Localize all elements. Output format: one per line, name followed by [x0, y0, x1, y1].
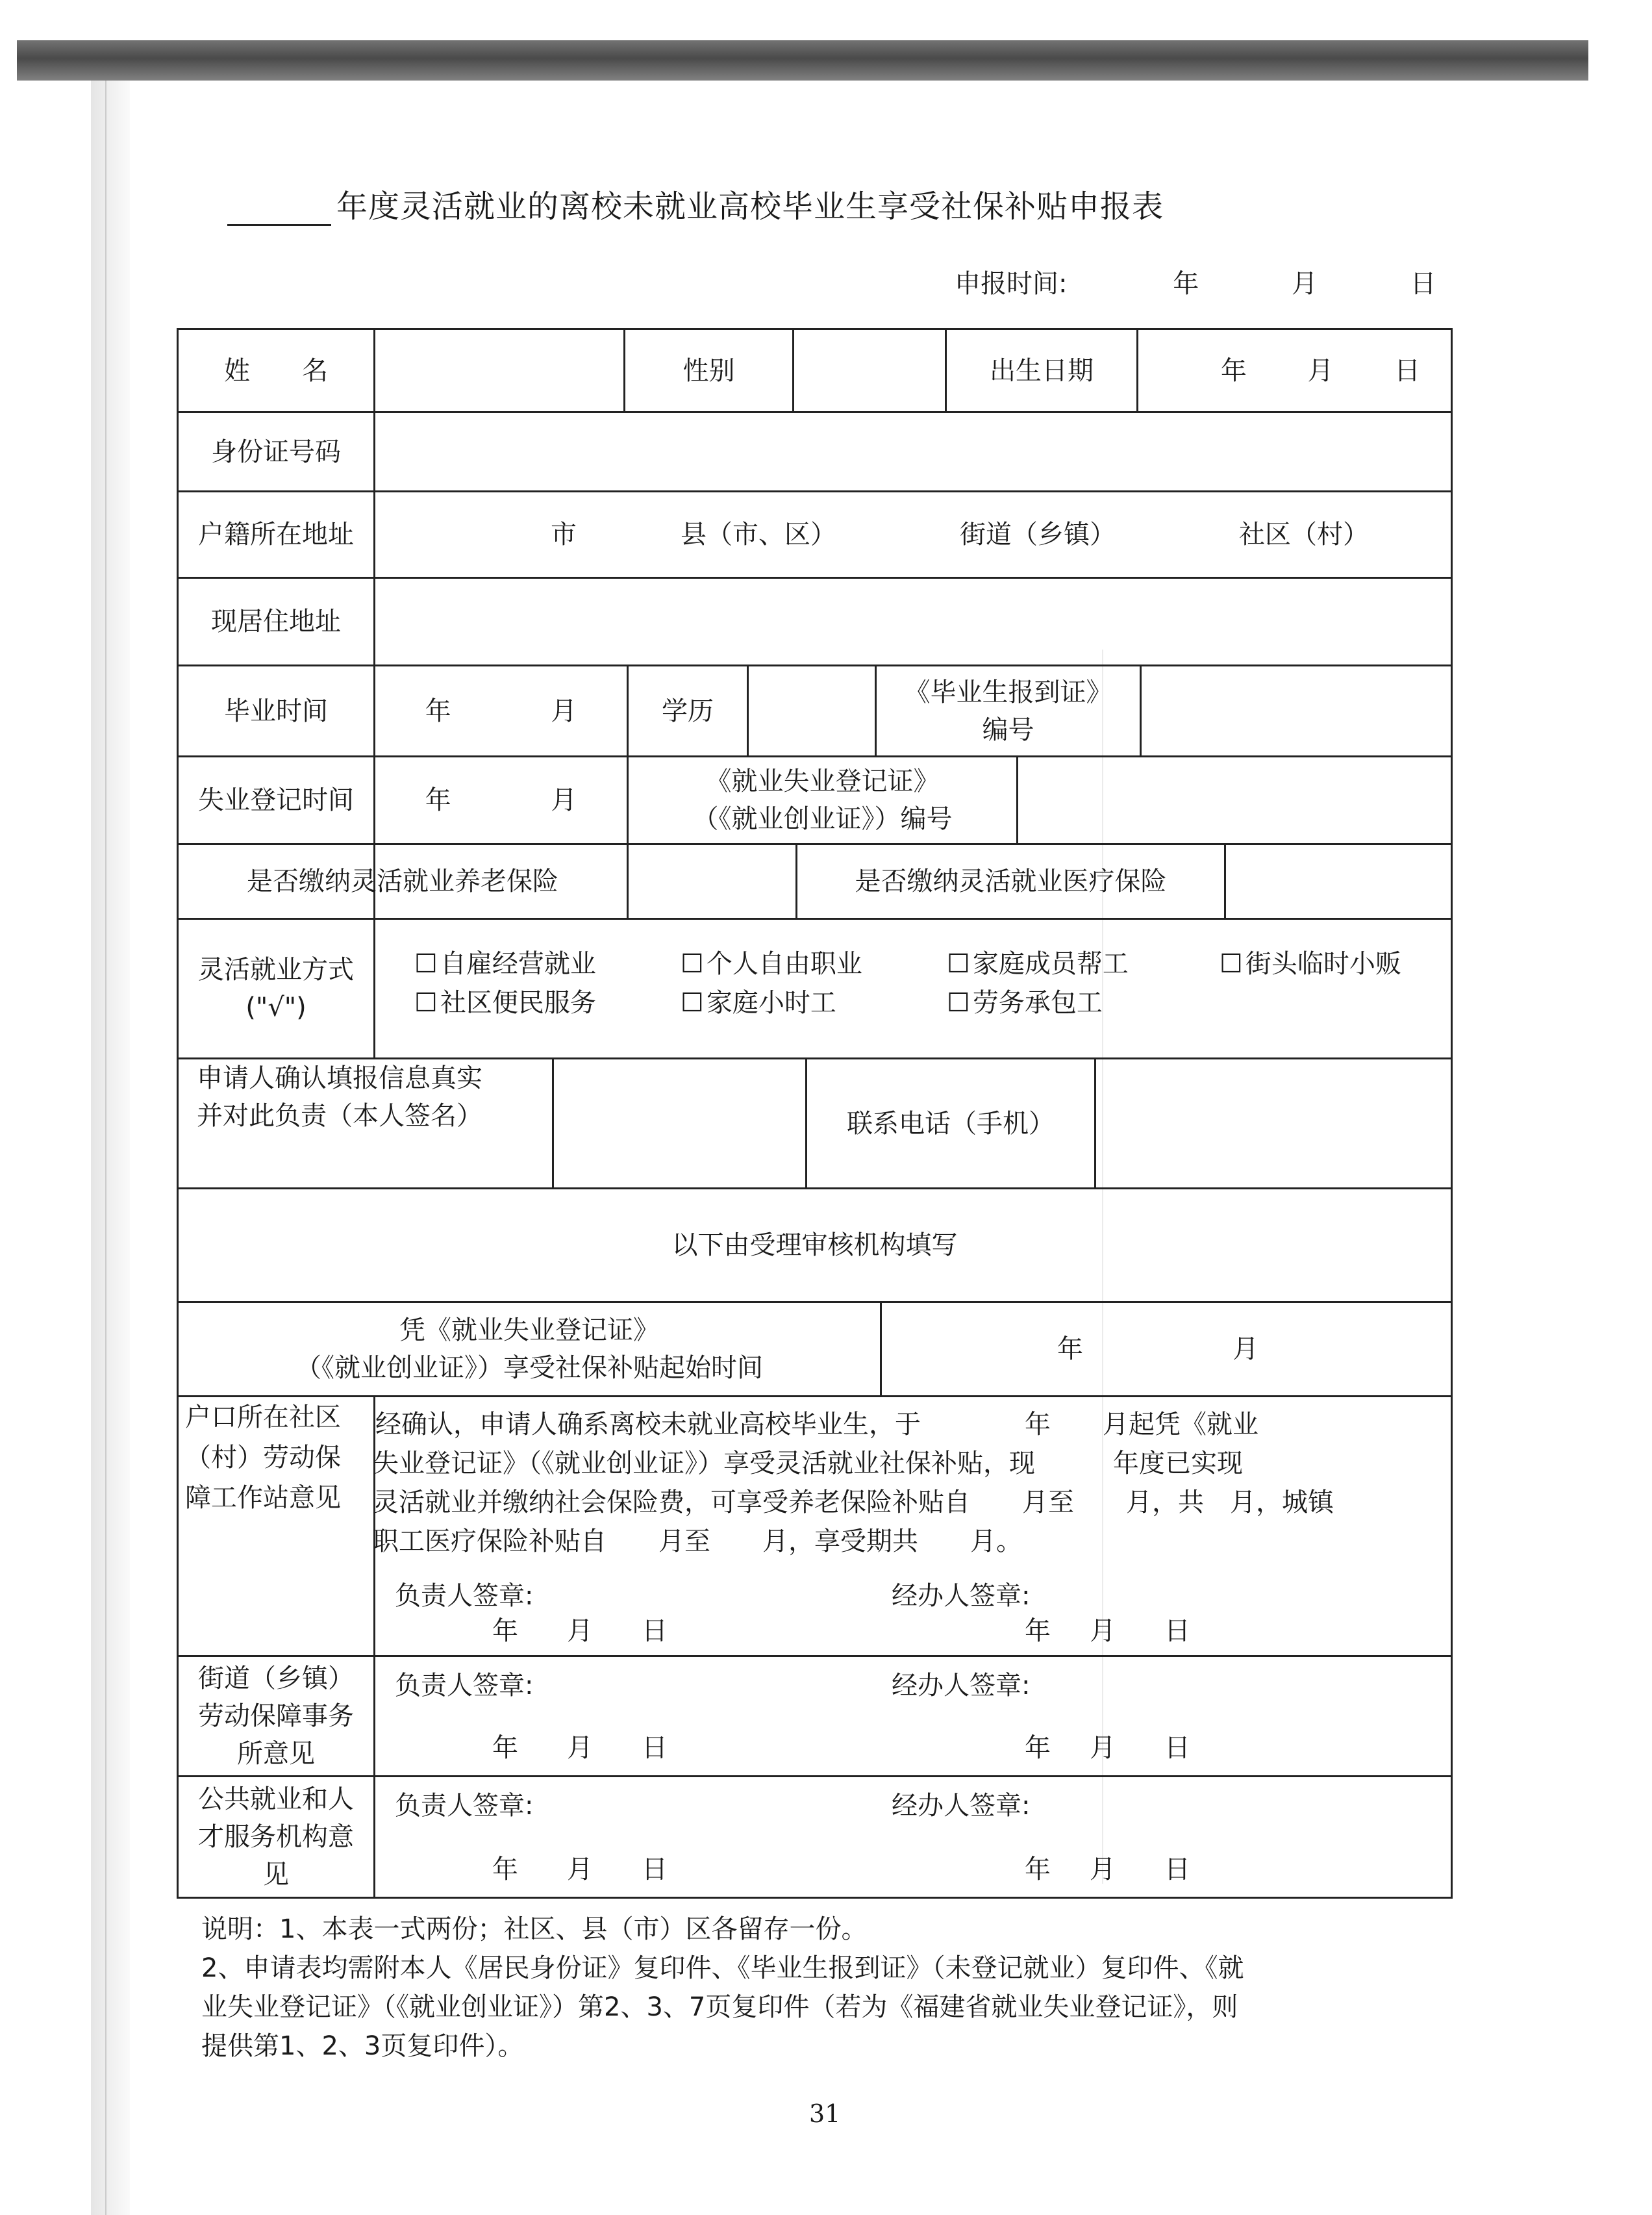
- phone-field[interactable]: [1096, 1059, 1451, 1187]
- hukou-city-label: 市: [551, 520, 577, 550]
- option-label: 街头临时小贩: [1245, 949, 1401, 979]
- subsidy-start-field[interactable]: [882, 1303, 1451, 1395]
- form-notes: [201, 1910, 1455, 2066]
- employment-mode-label: [179, 920, 373, 1057]
- street-opinion-label: [179, 1657, 373, 1775]
- public-label-line1: 公共就业和人: [198, 1784, 354, 1814]
- date-month: 月: [1090, 1616, 1116, 1646]
- date-year: 年: [1025, 1616, 1051, 1646]
- date-month: 月: [567, 1616, 593, 1646]
- date-day: 日: [642, 1616, 668, 1646]
- id-number-field[interactable]: [375, 413, 1451, 490]
- community-text-line4: 职工医疗保险补贴自 月至 月，享受期共 月。: [373, 1526, 1022, 1556]
- start-label-line1: 凭《就业失业登记证》: [399, 1315, 659, 1345]
- birth-date-field[interactable]: [1138, 330, 1451, 411]
- date-day: 日: [642, 1733, 668, 1763]
- community-text-line2: 失业登记证》（《就业创业证》）享受灵活就业社保补贴，现 年度已实现: [373, 1449, 1243, 1478]
- checkbox-icon[interactable]: ☐: [947, 988, 970, 1018]
- option-self-employed[interactable]: [414, 944, 596, 983]
- date-year: 年: [1025, 1854, 1051, 1884]
- report-month-label: 月: [1291, 269, 1318, 299]
- notes-line2: 2、申请表均需附本人《居民身份证》复印件、《毕业生报到证》（未登记就业）复印件、《就: [201, 1953, 1244, 1983]
- confirm-line2: 并对此负责（本人签名）: [197, 1101, 482, 1131]
- report-cert-line1: 《毕业生报到证》: [904, 677, 1112, 707]
- report-cert-label: [877, 666, 1140, 755]
- medical-insurance-field[interactable]: [1226, 845, 1451, 918]
- public-label-line2: 才服务机构意: [198, 1822, 354, 1852]
- option-label: 自雇经营就业: [440, 949, 596, 979]
- hukou-street-label: 街道（乡镇）: [960, 520, 1116, 550]
- name-field[interactable]: [375, 330, 623, 411]
- street-responsible-sign[interactable]: 负责人签章:: [395, 1671, 534, 1701]
- community-responsible-sign[interactable]: 负责人签章:: [395, 1581, 534, 1611]
- education-field[interactable]: [749, 666, 875, 755]
- public-label-line3: 见: [263, 1860, 289, 1890]
- hukou-county-label: 县（市、区）: [681, 520, 836, 550]
- hukou-community-label: 社区（村）: [1239, 520, 1369, 550]
- checkbox-icon[interactable]: ☐: [947, 949, 970, 979]
- community-opinion-body: [375, 1397, 1451, 1655]
- form-title-text: 年度灵活就业的离校未就业高校毕业生享受社保补贴申报表: [336, 188, 1164, 225]
- scan-streak: [105, 81, 106, 2215]
- checkbox-icon[interactable]: ☐: [414, 988, 438, 1018]
- community-label-line1: 户口所在社区: [185, 1402, 341, 1432]
- report-date-label: 申报时间:: [955, 269, 1068, 299]
- date-month: 月: [1090, 1854, 1116, 1884]
- option-hourly-domestic[interactable]: [681, 983, 836, 1022]
- checkbox-icon[interactable]: ☐: [414, 949, 438, 979]
- birth-year-label: 年: [1220, 355, 1247, 386]
- medical-insurance-label: 是否缴纳灵活就业医疗保险: [855, 867, 1167, 896]
- page-number: 31: [809, 2099, 841, 2128]
- pension-insurance-field[interactable]: [629, 845, 795, 918]
- unemployment-cert-label: [629, 757, 1016, 843]
- checkbox-icon[interactable]: ☐: [1220, 949, 1243, 979]
- grad-year-label: 年: [425, 696, 451, 726]
- option-label: 家庭成员帮工: [972, 949, 1129, 979]
- pension-insurance-label: 是否缴纳灵活就业养老保险: [247, 867, 558, 896]
- date-month: 月: [567, 1854, 593, 1884]
- name-label: 姓 名: [224, 355, 328, 386]
- community-label-line3: 障工作站意见: [185, 1483, 341, 1513]
- review-section-header: 以下由受理审核机构填写: [671, 1230, 958, 1260]
- report-cert-line2: 编号: [982, 715, 1034, 745]
- checkbox-icon[interactable]: ☐: [681, 949, 704, 979]
- grad-month-label: 月: [551, 696, 577, 726]
- street-label-line1: 街道（乡镇）: [198, 1664, 354, 1693]
- unemp-year-label: 年: [425, 785, 451, 815]
- report-day-label: 日: [1410, 269, 1436, 299]
- public-handler-sign[interactable]: 经办人签章:: [892, 1791, 1031, 1821]
- date-day: 日: [642, 1854, 668, 1884]
- public-service-opinion-body: [375, 1777, 1451, 1897]
- application-form-table: [177, 328, 1453, 1899]
- report-cert-field[interactable]: [1142, 666, 1451, 755]
- option-freelance[interactable]: [681, 944, 862, 983]
- gender-label: 性别: [682, 355, 735, 386]
- street-handler-date: [1025, 1728, 1190, 1767]
- public-service-opinion-label: [179, 1777, 373, 1897]
- hukou-address-label: 户籍所在地址: [198, 520, 354, 550]
- subsidy-start-label: [179, 1303, 880, 1395]
- street-label-line3: 所意见: [237, 1739, 315, 1769]
- option-label: 社区便民服务: [440, 988, 596, 1018]
- confirm-line1: 申请人确认填报信息真实: [197, 1063, 482, 1093]
- option-family-helper[interactable]: [947, 944, 1129, 983]
- employment-mode-options: [375, 920, 1451, 1057]
- notes-line1: 说明：1、本表一式两份；社区、县（市）区各留存一份。: [201, 1914, 868, 1944]
- option-label: 个人自由职业: [706, 949, 862, 979]
- notes-line4: 提供第1、2、3页复印件）。: [201, 2031, 524, 2061]
- education-label: 学历: [662, 696, 714, 726]
- community-text-line3: 灵活就业并缴纳社会保险费，可享受养老保险补贴自 月至 月，共 月，城镇: [373, 1487, 1334, 1517]
- birth-day-label: 日: [1394, 355, 1421, 386]
- street-handler-sign[interactable]: 经办人签章:: [892, 1671, 1031, 1701]
- option-label: 劳务承包工: [972, 988, 1103, 1018]
- id-number-label: 身份证号码: [211, 437, 341, 467]
- start-year-label: 年: [1057, 1334, 1083, 1364]
- community-label-line2: （村）劳动保: [185, 1443, 341, 1473]
- report-date: [955, 263, 1448, 300]
- community-text-line1: 经确认，申请人确系离校未就业高校毕业生，于 年 月起凭《就业: [375, 1410, 1258, 1439]
- street-label-line2: 劳动保障事务: [198, 1701, 354, 1731]
- start-label-line2: （《就业创业证》）享受社保补贴起始时间: [295, 1353, 763, 1383]
- mode-label-line1: 灵活就业方式: [198, 955, 354, 985]
- notes-line3: 业失业登记证》（《就业创业证》）第2、3、7页复印件（若为《福建省就业失业登记证》，则: [201, 1992, 1238, 2022]
- street-resp-date: [492, 1728, 668, 1767]
- option-label: 家庭小时工: [706, 988, 836, 1018]
- mode-label-line2: ("√"): [245, 993, 307, 1022]
- scan-edge-bar: [17, 40, 1588, 81]
- public-responsible-sign[interactable]: 负责人签章:: [395, 1791, 534, 1821]
- unemp-cert-line2: （《就业创业证》）编号: [692, 804, 953, 834]
- date-day: 日: [1164, 1616, 1190, 1646]
- option-labor-contract[interactable]: [947, 983, 1103, 1022]
- date-year: 年: [1025, 1733, 1051, 1763]
- public-handler-date: [1025, 1850, 1190, 1889]
- graduation-time-field[interactable]: [375, 666, 627, 755]
- residence-address-field[interactable]: [375, 579, 1451, 664]
- graduation-time-label: 毕业时间: [224, 696, 328, 726]
- gender-field[interactable]: [794, 330, 945, 411]
- option-community-service[interactable]: [414, 983, 596, 1022]
- unemp-month-label: 月: [551, 785, 577, 815]
- hukou-address-field[interactable]: [375, 492, 1451, 577]
- date-year: 年: [492, 1854, 518, 1884]
- phone-label: 联系电话（手机）: [847, 1108, 1055, 1139]
- applicant-confirm-label: [179, 1059, 552, 1187]
- public-resp-date: [492, 1850, 668, 1889]
- unemployment-reg-time-label: 失业登记时间: [198, 785, 354, 815]
- date-day: 日: [1164, 1733, 1190, 1763]
- community-opinion-label: [179, 1397, 373, 1655]
- street-opinion-body: [375, 1657, 1451, 1775]
- year-blank: [227, 184, 331, 226]
- unemployment-cert-field[interactable]: [1018, 757, 1451, 843]
- scan-shadow: [91, 81, 130, 2215]
- applicant-signature-field[interactable]: [554, 1059, 805, 1187]
- start-month-label: 月: [1233, 1334, 1258, 1364]
- residence-address-label: 现居住地址: [211, 607, 341, 637]
- community-handler-date: [1025, 1612, 1190, 1651]
- community-handler-sign[interactable]: 经办人签章:: [892, 1581, 1031, 1611]
- option-street-vendor[interactable]: [1220, 944, 1401, 983]
- unemployment-reg-time-field[interactable]: [375, 757, 627, 843]
- community-resp-date: [492, 1612, 668, 1651]
- date-month: 月: [567, 1733, 593, 1763]
- birth-month-label: 月: [1307, 355, 1334, 386]
- date-year: 年: [492, 1733, 518, 1763]
- date-day: 日: [1164, 1854, 1190, 1884]
- form-title: [227, 174, 1409, 226]
- date-year: 年: [492, 1616, 518, 1646]
- date-month: 月: [1090, 1733, 1116, 1763]
- birth-date-label: 出生日期: [990, 355, 1094, 386]
- report-year-label: 年: [1173, 269, 1199, 299]
- checkbox-icon[interactable]: ☐: [681, 988, 704, 1018]
- unemp-cert-line1: 《就业失业登记证》: [705, 766, 940, 796]
